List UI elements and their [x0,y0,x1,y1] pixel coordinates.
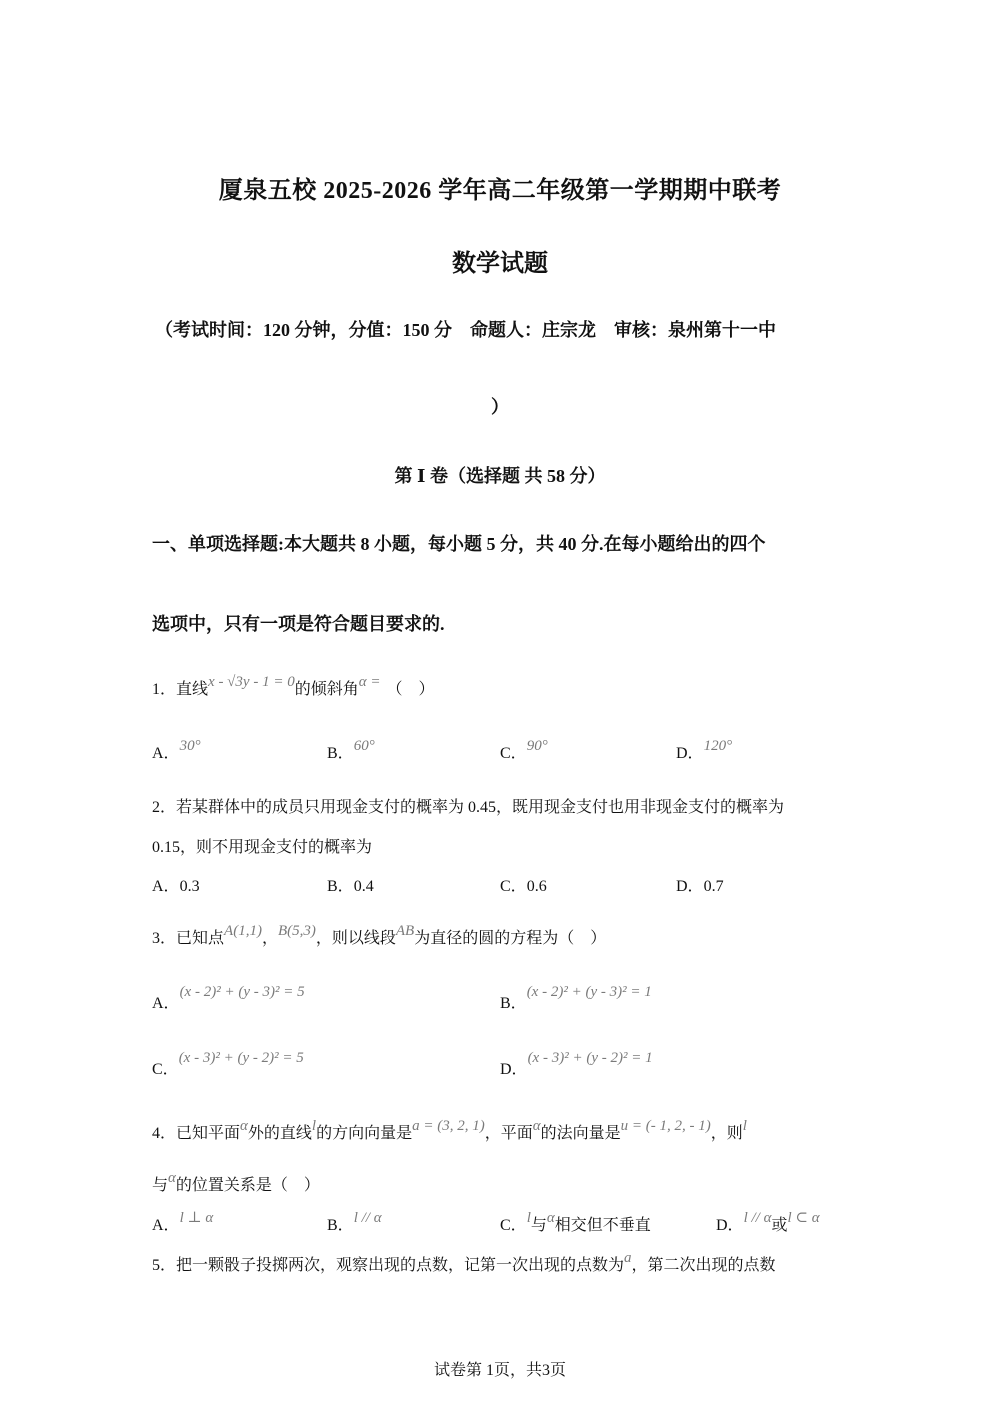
question-number: 5． [152,1257,177,1274]
question-number: 4． [152,1125,177,1142]
option-math: 30° [179,738,201,754]
option-text: 0.3 [179,878,200,895]
exam-info: （考试时间：120 分钟，分值：150 分 命题人：庄宗龙 审核：泉州第十一中 [155,320,776,340]
question-text: 的位置关系是（ ） [175,1177,320,1194]
math-expression: α [240,1118,248,1134]
option-a [152,984,305,1013]
question-text: ，第二次出现的点数 [631,1257,776,1274]
question-number: 3． [152,930,177,947]
option-label: B． [327,745,354,762]
question-text: 的倾斜角 [294,681,359,698]
question-4 [152,1120,747,1143]
option-text: 或 [771,1217,788,1234]
option-a [152,1212,213,1235]
question-text: 若某群体中的成员只用现金支付的概率为 0.45，既用现金支付也用非现金支付的概率为 [176,799,785,816]
option-label: C． [500,1217,527,1234]
question-5 [152,1252,776,1275]
question-text: 与 [152,1177,169,1194]
option-text: 相交但不垂直 [554,1217,651,1234]
option-math: l ⊂ α [787,1210,820,1226]
question-3 [152,925,606,948]
option-math: l // α [353,1210,382,1226]
option-math: 120° [703,738,733,754]
option-d [676,873,724,896]
math-expression: a [624,1250,632,1266]
option-a [152,740,201,763]
question-text: ， [261,930,278,947]
option-text: 0.7 [703,878,724,895]
math-expression: AB [395,923,415,939]
question-text: 把一颗骰子投掷两次，观察出现的点数，记第一次出现的点数为 [176,1257,625,1274]
question-2 [152,794,784,817]
question-text: 直线 [176,681,209,698]
math-expression: u = (- 1, 2, - 1) [620,1118,711,1134]
option-math: l [526,1210,531,1226]
option-c [500,740,548,763]
option-label: D． [716,1217,744,1234]
option-label: B． [500,995,527,1012]
option-d [500,1050,653,1079]
option-text: 与 [530,1217,547,1234]
option-math: l // α [743,1210,772,1226]
math-expression: α [532,1118,541,1134]
question-text: 的方向向量是 [316,1125,413,1142]
section-heading-line2: 选项中，只有一项是符合题目要求的. [152,614,445,634]
question-number: 2． [152,799,177,816]
option-label: C． [152,1061,179,1078]
option-label: A． [152,878,180,895]
option-math: l ⊥ α [179,1210,214,1226]
math-expression: x - √3y - 1 = 0 [208,674,295,690]
option-d [716,1212,820,1235]
option-math: 90° [526,738,548,754]
option-c [500,873,547,896]
option-label: C． [500,878,527,895]
exam-title: 厦泉五校 2025-2026 学年高二年级第一学期期中联考 [218,178,782,204]
question-text: ，平面 [484,1125,533,1142]
exam-info-close: ） [491,397,509,417]
option-label: D． [500,1061,528,1078]
question-4-line2 [152,1172,320,1195]
question-text: （ ） [386,681,435,698]
subject-title: 数学试题 [452,251,548,277]
question-number: 1． [152,681,177,698]
option-label: C． [500,745,527,762]
option-c [152,1050,304,1079]
option-label: D． [676,745,704,762]
option-b [327,873,374,896]
page-footer: 试卷第 1页，共3页 [433,1362,566,1379]
option-b [327,1212,382,1235]
question-2-line2: 0.15，则不用现金支付的概率为 [152,839,373,856]
option-label: A． [152,995,180,1012]
option-b [500,984,652,1013]
option-math: (x - 2)² + (y - 3)² = 1 [526,984,652,1000]
option-label: B． [327,878,354,895]
option-text: 0.4 [353,878,374,895]
option-label: B． [327,1217,354,1234]
math-expression: l [742,1118,747,1134]
option-math: α [546,1210,555,1226]
option-math: (x - 2)² + (y - 3)² = 5 [179,984,305,1000]
option-label: A． [152,1217,180,1234]
math-expression: a = (3, 2, 1) [412,1118,485,1134]
section-heading-line1: 一、单项选择题:本大题共 8 小题，每小题 5 分，共 40 分.在每小题给出的四个 [152,534,766,554]
question-text: 已知点 [176,930,225,947]
part-heading: 第 Ⅰ 卷（选择题 共 58 分） [394,466,606,486]
math-expression: B(5,3) [277,923,316,939]
option-math: 60° [353,738,375,754]
option-text: 0.6 [526,878,547,895]
question-text: 已知平面 [176,1125,241,1142]
option-math: (x - 3)² + (y - 2)² = 5 [178,1050,304,1066]
option-label: A． [152,745,180,762]
math-expression: α [168,1170,176,1186]
option-d [676,740,732,763]
question-text: ，则 [710,1125,743,1142]
math-expression: A(1,1) [224,923,262,939]
question-text: 外的直线 [247,1125,312,1142]
math-expression: α = [358,674,381,690]
option-math: (x - 3)² + (y - 2)² = 1 [527,1050,653,1066]
option-b [327,740,375,763]
math-expression: l [311,1118,317,1134]
option-label: D． [676,878,704,895]
question-text: 为直径的圆的方程为（ ） [414,930,607,947]
option-c [500,1212,651,1235]
question-text: ，则以线段 [315,930,396,947]
question-text: 的法向量是 [540,1125,621,1142]
option-a [152,873,200,896]
question-1 [152,676,434,699]
